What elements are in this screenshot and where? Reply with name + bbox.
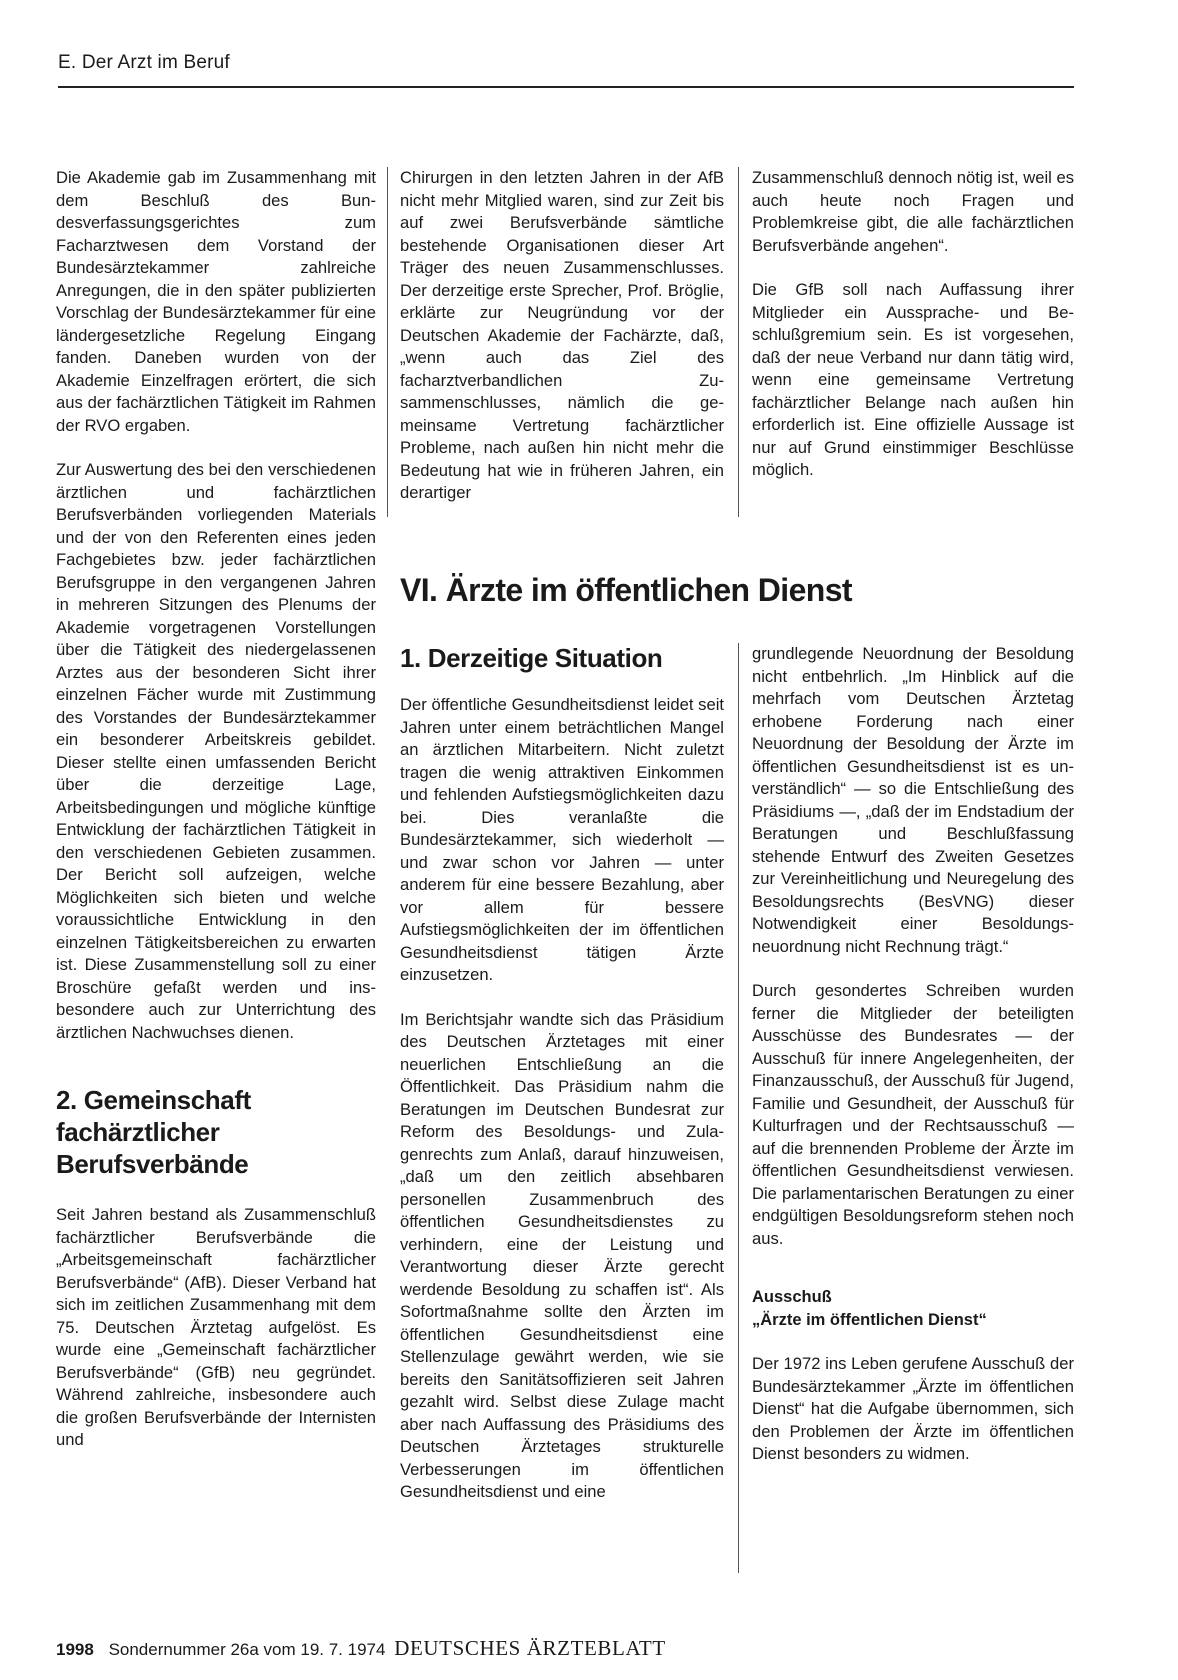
paragraph: grundlegende Neuordnung der Besoldung nicht entbehrlich. „Im Hinblick auf die mehrfach vom Deutschen Ärztetag erhobene Forderung nach einer Neuordnung der Besoldung der Ärzte im öffentlichen Gesundheitsdienst ist es unverständlich“ — so die Entschließung des Präsidiums —, „daß der im Endstadium der Beratungen und Beschlußfassung stehende Entwurf des Zweiten Gesetzes zur Vereinheitlichung und Neuregelung des Besoldungsrechts (BesVNG) dieser Notwendigkeit einer Besoldungsneuordnung nicht Rechnung trägt.“ xyxy=(752,644,1074,956)
paragraph: Zusammenschluß dennoch nötig ist, weil es auch heute noch Fragen und Problemkreise gibt, die alle fachärztlichen Berufsverbände angehen“. xyxy=(752,168,1074,255)
page-number: 1998 xyxy=(56,1640,94,1659)
section-heading-gemeinschaft: 2. Gemeinschaft fachärztlicher Berufsverbände xyxy=(56,1085,251,1179)
running-header xyxy=(58,52,1074,88)
paragraph: Durch gesondertes Schreiben wurden ferner die Mitglieder der beteiligten Ausschüsse des Bundesrates — der Ausschuß für innere Angelegenheiten, der Finanzausschuß, der Ausschuß für Jugend, Familie und Gesundheit, der Ausschuß für Kulturfragen und der Rechtsausschuß — auf die brennenden Probleme der Ärzte im öffentlichen Gesundheitsdienst verwiesen. Die parlamentarischen Beratungen zu einer endgültigen Besoldungsreform stehen noch aus. xyxy=(752,981,1074,1248)
column-3-bottom xyxy=(752,643,1074,1488)
running-head-text: E. Der Arzt im Beruf xyxy=(58,52,230,73)
section-heading-situation: 1. Derzeitige Situation xyxy=(400,643,663,673)
column-2-top xyxy=(400,167,724,527)
column-1 xyxy=(56,167,376,1474)
publication-name: DEUTSCHES ÄRZTEBLATT xyxy=(394,1636,666,1660)
column-3-top xyxy=(752,167,1074,504)
heading-line: Ausschuß xyxy=(752,1288,832,1306)
paragraph: Der 1972 ins Leben gerufene Ausschuß der Bundesärztekammer „Ärzte im öffentlichen Dienst“ hat die Aufgabe übernommen, sich den Problemen der Ärzte im öffentlichen Dienst besonders zu widmen. xyxy=(752,1354,1074,1463)
column-rule xyxy=(738,167,739,517)
paragraph: Die GfB soll nach Auffassung ihrer Mitglieder ein Aussprache- und Beschlußgremium sein. Es ist vorgesehen, daß der neue Verband nur dann tätig wird, wenn eine gemeinsame Vertretung fachärztlicher Belange nach außen hin erforderlich ist. Eine offizielle Aussage ist nur auf Grund einstimmiger Beschlüsse möglich. xyxy=(752,280,1074,479)
paragraph: Zur Auswertung des bei den verschiedenen ärztlichen und fachärztlichen Berufsverbänden vorliegenden Materials und der von den Referenten eines jeden Fachgebietes bzw. jeder fachärztlichen Berufsgruppe in den vergangenen Jahren in mehreren Sitzungen des Plenums der Akademie vorgetragenen Vorstellungen über die Tätigkeit des niedergelassenen Arztes aus der besonderen Sicht ihrer einzelnen Fächer wurde mit Zustimmung des Vorstandes der Bundesärztekammer ein besonderer Arbeitskreis gebildet. Dieser stellte einen umfassenden Bericht über die derzeitige Lage, Arbeitsbedingungen und mögliche künftige Entwicklung der fachärztlichen Tätigkeit in den verschiedenen Gebieten zusammen. Der Bericht soll aufzeigen, welche Möglichkeiten sich bieten und welche voraussichtliche Entwicklung in den einzelnen Tätigkeitsbereichen zu erwarten ist. Diese Zusammenstellung soll zu einer Broschüre gefaßt werden und insbesondere auch zur Unterrichtung des ärztlichen Nachwuchses dienen. xyxy=(56,460,376,1042)
subsection-heading-ausschuss xyxy=(752,1286,1074,1331)
paragraph: Die Akademie gab im Zusammenhang mit dem Beschluß des Bundesverfassungsgerichtes zum Facharztwesen dem Vorstand der Bundesärztekammer zahlreiche Anregungen, die in den später publizierten Vorschlag der Bundesärztekammer für eine ländergesetzliche Regelung Eingang fanden. Daneben wurden von der Akademie Einzelfragen erörtert, die sich aus der fachärztlichen Tätigkeit im Rahmen der RVO ergaben. xyxy=(56,168,376,435)
issue-info: Sondernummer 26a vom 19. 7. 1974 xyxy=(108,1640,386,1659)
column-rule xyxy=(387,167,388,517)
chapter-title: VI. Ärzte im öffentlichen Dienst xyxy=(400,572,852,608)
paragraph: Der öffentliche Gesundheitsdienst leidet seit Jahren unter einem beträchtlichen Mangel an ärztlichen Mitarbeitern. Nicht zuletzt tragen die wenig attraktiven Einkommen und fehlenden Aufstiegsmöglichkeiten dazu bei. Dies veranlaßte die Bundesärztekammer, sich wiederholt — und zwar schon vor Jahren — unter anderem für eine bessere Bezahlung, aber vor allem für bessere Aufstiegsmöglichkeiten der im öffentlichen Gesundheitsdienst tätigen Ärzte einzusetzen. xyxy=(400,695,724,984)
heading-line: „Ärzte im öffentlichen Dienst“ xyxy=(752,1310,987,1329)
paragraph: Chirurgen in den letzten Jahren in der AfB nicht mehr Mitglied waren, sind zur Zeit bis auf zwei Berufsverbände sämtliche bestehende Organisationen dieser Art Träger des neuen Zusammenschlusses. Der derzeitige erste Sprecher, Prof. Bröglie, erklärte zur Neugründung vor der Deutschen Akademie der Fachärzte, daß, „wenn auch das Ziel des facharztverbandlichen Zusammenschlusses, nämlich die gemeinsame Vertretung fachärztlicher Probleme, nach außen hin nicht mehr die Bedeutung hat wie in früheren Jahren, ein derartiger xyxy=(400,168,724,502)
paragraph: Seit Jahren bestand als Zusammenschluß fachärztlicher Berufsverbände die „Arbeitsgemeinschaft fachärztlicher Berufsverbände“ (AfB). Dieser Verband hat sich im zeitlichen Zusammenhang mit dem 75. Deutschen Ärztetag aufgelöst. Es wurde eine „Gemeinschaft fachärztlicher Berufsverbände“ (GfB) neu gegründet. Während zahlreiche, insbesondere auch die großen Berufsverbände der Internisten und xyxy=(56,1205,376,1449)
page-footer xyxy=(56,1636,666,1661)
column-2-bottom xyxy=(400,694,724,1526)
paragraph: Im Berichtsjahr wandte sich das Präsidium des Deutschen Ärztetages mit einer neuerlichen Entschließung an die Öffentlichkeit. Das Präsidium nahm die Beratungen im Deutschen Bundesrat zur Reform des Besoldungs- und Zulagenrechts zum Anlaß, darauf hinzuweisen, „daß um den zeitlich absehbaren personellen Zusammenbruch des öffentlichen Gesundheitsdienstes zu verhindern, eine der Leistung und Verantwortung dieser Ärzte gerecht werdende Besoldung zu schaffen ist“. Als Sofortmaßnahme sollte den Ärzten im öffentlichen Gesundheitsdienst eine Stellenzulage gewährt werden, wie sie bereits den Sanitätsoffizieren seit Jahren gezahlt wird. Selbst diese Zulage macht aber nach Auffassung des Präsidiums des Deutschen Ärztetages strukturelle Verbesserungen im öffentlichen Gesundheitsdienst und eine xyxy=(400,1009,724,1501)
column-rule xyxy=(738,643,739,1573)
